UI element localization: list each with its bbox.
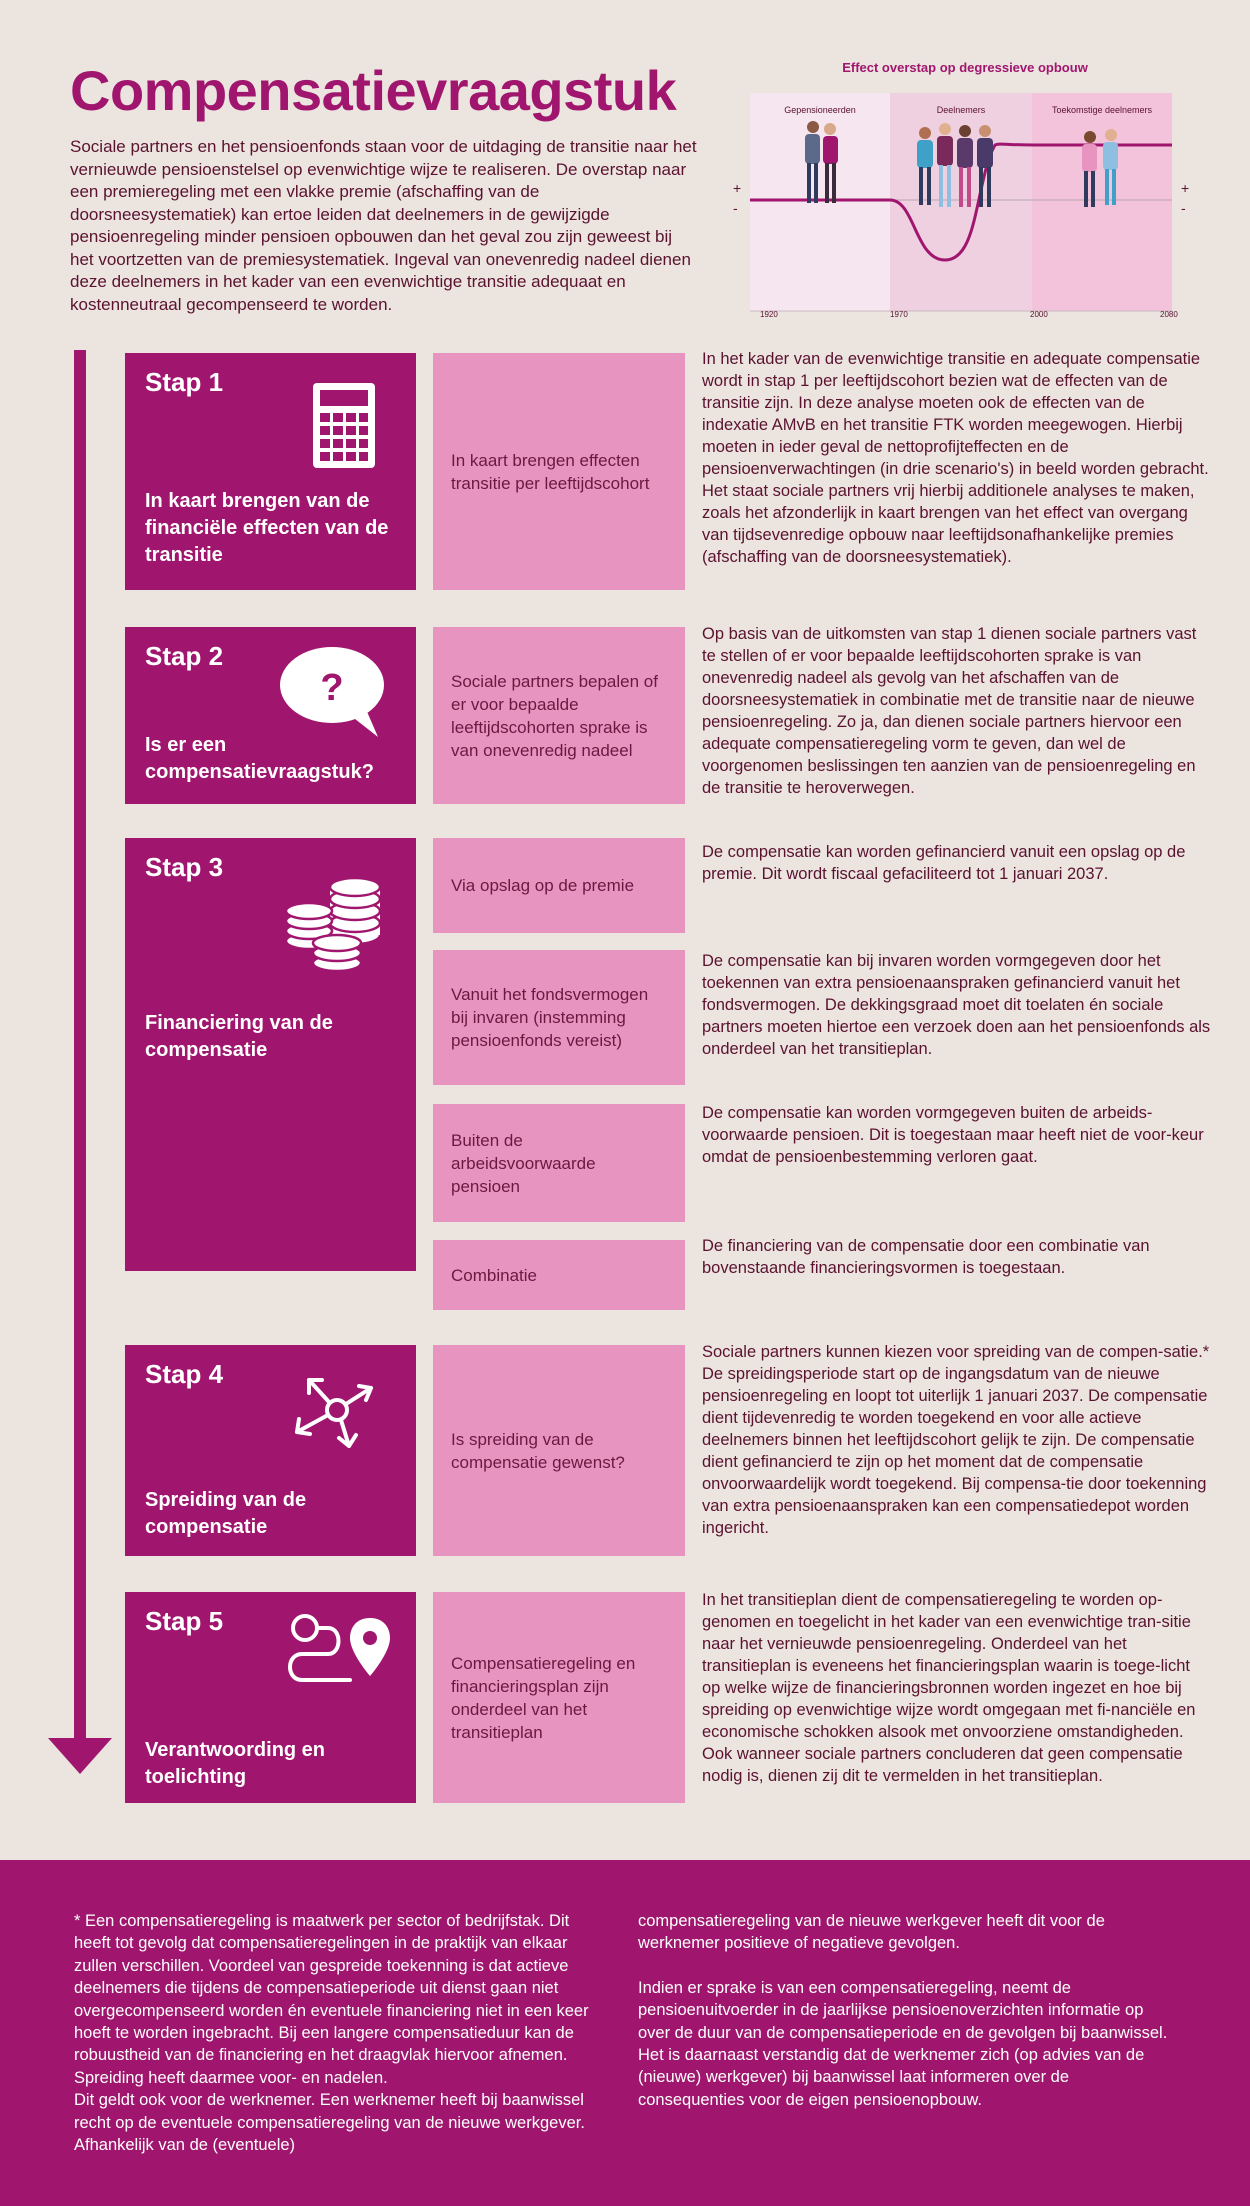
step-1-action: In kaart brengen effecten transitie per leeftijdscohort [433,353,685,590]
step-label: Stap 5 [145,1606,224,1636]
intro-text: Sociale partners en het pensioenfonds staan voor de uitdaging de transitie naar het vernieuwde pensioenstelsel op evenwichtige wijze te realiseren. De overstap naar een premieregeling met een vlakke premie (afschaffing van de doorsneesystematiek) kan ertoe leiden dat deelnemers in de gewijzigde pensioenregeling minder pensioen opbouwen dan het geval zou zijn geweest bij het voortzetten van de premiesystematiek. Ingeval van onevenredig nadeel dienen deze deelnemers in het kader van een evenwichtige transitie adequaat en kostenneutraal gecompenseerd te worden. [70,137,697,314]
footer-right-column [638,1910,1168,2111]
step-5-description: In het transitieplan dient de compensatieregeling te worden op-genomen en toegelicht in het kader van een evenwichtige tran-sitie naar het vernieuwde pensioenregeling. Onderdeel van het transitieplan is eveneens het financieringsplan waarin is toege-licht op welke wijze de financieringsbronnen worden ingezet en hoe bij spreiding op evenwichtige wijze wordt omgegaan met fi-nanciële en economische schokken alsook met onvoorziene omstandigheden. Ook wanneer sociale partners concluderen dat geen compensatie nodig is, dienen zij dit te vermelden in het transitieplan. [702,1591,1196,1785]
route-pin-icon [280,1608,392,1700]
group-label: Deelnemers [936,105,986,115]
timeline-arrow-head [48,1738,112,1774]
group-label: Toekomstige deelnemers [1051,105,1153,115]
coins-icon [285,873,385,973]
page-title: Compensatievraagstuk [70,59,677,122]
step-4-action: Is spreiding van de compensatie gewenst? [433,1345,685,1556]
plus-sign-left: + [733,180,742,196]
step-title: Verantwoording en toelichting [145,1739,326,1788]
step-3-description-2: De compensatie kan bij invaren worden vormgegeven door het toekennen van extra pensioenaanspraken gefinancierd vanuit het fondsvermogen. De dekkingsgraad moet dit toelaten én sociale partners moeten hiertoe een verzoek doen aan het pensioenfonds als onderdeel van het transitieplan. [702,952,1211,1058]
step-title: Spreiding van de compensatie [145,1489,307,1538]
step-label: Stap 3 [145,852,224,882]
zone-gepensioneerden [750,93,890,311]
step-title: In kaart brengen van de financiële effecten van de transitie [145,490,389,566]
step-3-action-3: Buiten de arbeidsvoorwaarde pensioen [433,1104,685,1222]
step-5-box [125,1592,416,1803]
step-1-description: In het kader van de evenwichtige transitie en adequate compensatie wordt in stap 1 per leeftijdscohort bezien wat de effecten van de transitie zijn. In deze analyse moeten ook de effecten van de indexatie AMvB en het transitie FTK worden meegewogen. Hierbij moeten in ieder geval de nettoprofijteffecten en de pensioenverwachtingen (in drie scenario's) in beeld worden gebracht. Het staat sociale partners vrij hierbij additionele analyses te maken, zoals het afzonderlijk in kaart brengen van het effect van overgang van tijdsevenredige opbouw naar leeftijdsonafhankelijke premies (afschaffing van de doorsneesystematiek). [702,350,1209,566]
group-label: Gepensioneerden [784,105,856,115]
chart-graphic [733,55,1190,330]
footnote-text: Dit geldt ook voor de werknemer. Een werknemer heeft bij baanwissel recht op de eventuele compensatieregeling van de nieuwe werkgever. Afhankelijk van de (eventuele) [74,2091,585,2155]
step-2-action: Sociale partners bepalen of er voor bepaalde leeftijdscohorten sprake is van onevenredig nadeel [433,627,685,804]
footnote-text: * Een compensatieregeling is maatwerk per sector of bedrijfstak. Dit heeft tot gevolg dat compensatieregelingen in de praktijk van elkaar zullen verschillen. Voordeel van gespreide toekenning is dat actieve deelnemers die tijdens de compensatieperiode uit dienst gaan niet overgecompenseerd worden én eventuele financiering niet in een keer hoeft te worden ingebracht. Bij een langere compensatieduur kan de robuustheid van de financiering en het draagvlak hiervoor afnemen. Spreiding heeft daarmee voor- en nadelen. [74,1912,589,2087]
step-2-box [125,627,416,804]
step-title: Financiering van de compensatie [145,1012,333,1061]
step-title: Is er een compensatievraagstuk? [145,734,374,783]
minus-sign-right: - [1181,200,1186,216]
transition-effect-chart [733,55,1190,330]
step-3-action-2: Vanuit het fondsvermogen bij invaren (instemming pensioenfonds vereist) [433,950,685,1085]
zone-toekomstig [1032,93,1172,311]
step-5-action: Compensatieregeling en financieringsplan zijn onderdeel van het transitieplan [433,1592,685,1803]
question-bubble-icon [280,645,390,737]
calculator-icon [313,383,375,468]
x-tick: 1920 [760,310,778,319]
x-tick: 2000 [1030,310,1048,319]
step-2-description: Op basis van de uitkomsten van stap 1 dienen sociale partners vast te stellen of er voor bepaalde leeftijdscohorten sprake is van onevenredig nadeel als gevolg van het afschaffen van de doorsneesystematiek in combinatie met de transitie naar de nieuwe pensioenregeling. Zo ja, dan dienen sociale partners hiervoor een adequate compensatieregeling vorm te geven, dan wel de voorgenomen beslissingen ten aanzien van de pensioenregeling en de transitie te heroverwegen. [702,625,1197,797]
plus-sign-right: + [1181,180,1190,196]
step-label: Stap 2 [145,641,224,671]
step-3-action-4: Combinatie [433,1240,685,1310]
timeline-arrow-line [74,350,86,1740]
x-tick: 2080 [1160,310,1178,319]
x-tick: 1970 [890,310,908,319]
step-3-description-4: De financiering van de compensatie door een combinatie van bovenstaande financieringsvormen is toegestaan. [702,1237,1150,1277]
footer [0,1860,1250,2206]
step-1-box [125,353,416,590]
step-label: Stap 4 [145,1359,224,1389]
step-3-box [125,838,416,1271]
step-3-description-1: De compensatie kan worden gefinancierd vanuit een opslag op de premie. Dit wordt fiscaal gefaciliteerd tot 1 januari 2037. [702,843,1186,883]
footnote-text: Indien er sprake is van een compensatieregeling, neemt de pensioenuitvoerder in de jaarlijkse pensioenoverzichten informatie op over de duur van de compensatieperiode en de gevolgen bij baanwissel. Het is daarnaast verstandig dat de werknemer zich (op advies van de (nieuwe) werkgever) bij baanwissel laat informeren over de consequenties voor de eigen pensioenopbouw. [638,1978,1168,2109]
step-4-description: Sociale partners kunnen kiezen voor spreiding van de compen-satie.* De spreidingsperiode start op de ingangsdatum van de nieuwe pensioenregeling en loopt tot uiterlijk 1 januari 2037. De compensatie dient tijdevenredig te worden toegekend en voor alle actieve deelnemers binnen het leeftijdscohort gelijk te zijn. De compensatie dient gefinancierd te zijn op het moment dat de compensatie onvoorwaardelijk wordt toegekend. Bij compensa-tie door toekenning van extra pensioenaanspraken kan een compensatiedepot worden ingericht. [702,1343,1210,1537]
step-label: Stap 1 [145,367,224,397]
spread-arrows-icon [283,1360,391,1452]
minus-sign-left: - [733,200,738,216]
step-3-action-1: Via opslag op de premie [433,838,685,933]
step-4-box [125,1345,416,1556]
footnote-text: compensatieregeling van de nieuwe werkgever heeft dit voor de werknemer positieve of negatieve gevolgen. [638,1912,1105,1953]
svg-text:?: ? [320,667,344,709]
step-3-description-3: De compensatie kan worden vormgegeven buiten de arbeids-voorwaarde pensioen. Dit is toegestaan maar heeft niet de voor-keur omdat de pensioenbestemming verloren gaat. [702,1104,1204,1166]
chart-title: Effect overstap op degressieve opbouw [842,60,1088,75]
footer-left-column [74,1910,604,2156]
